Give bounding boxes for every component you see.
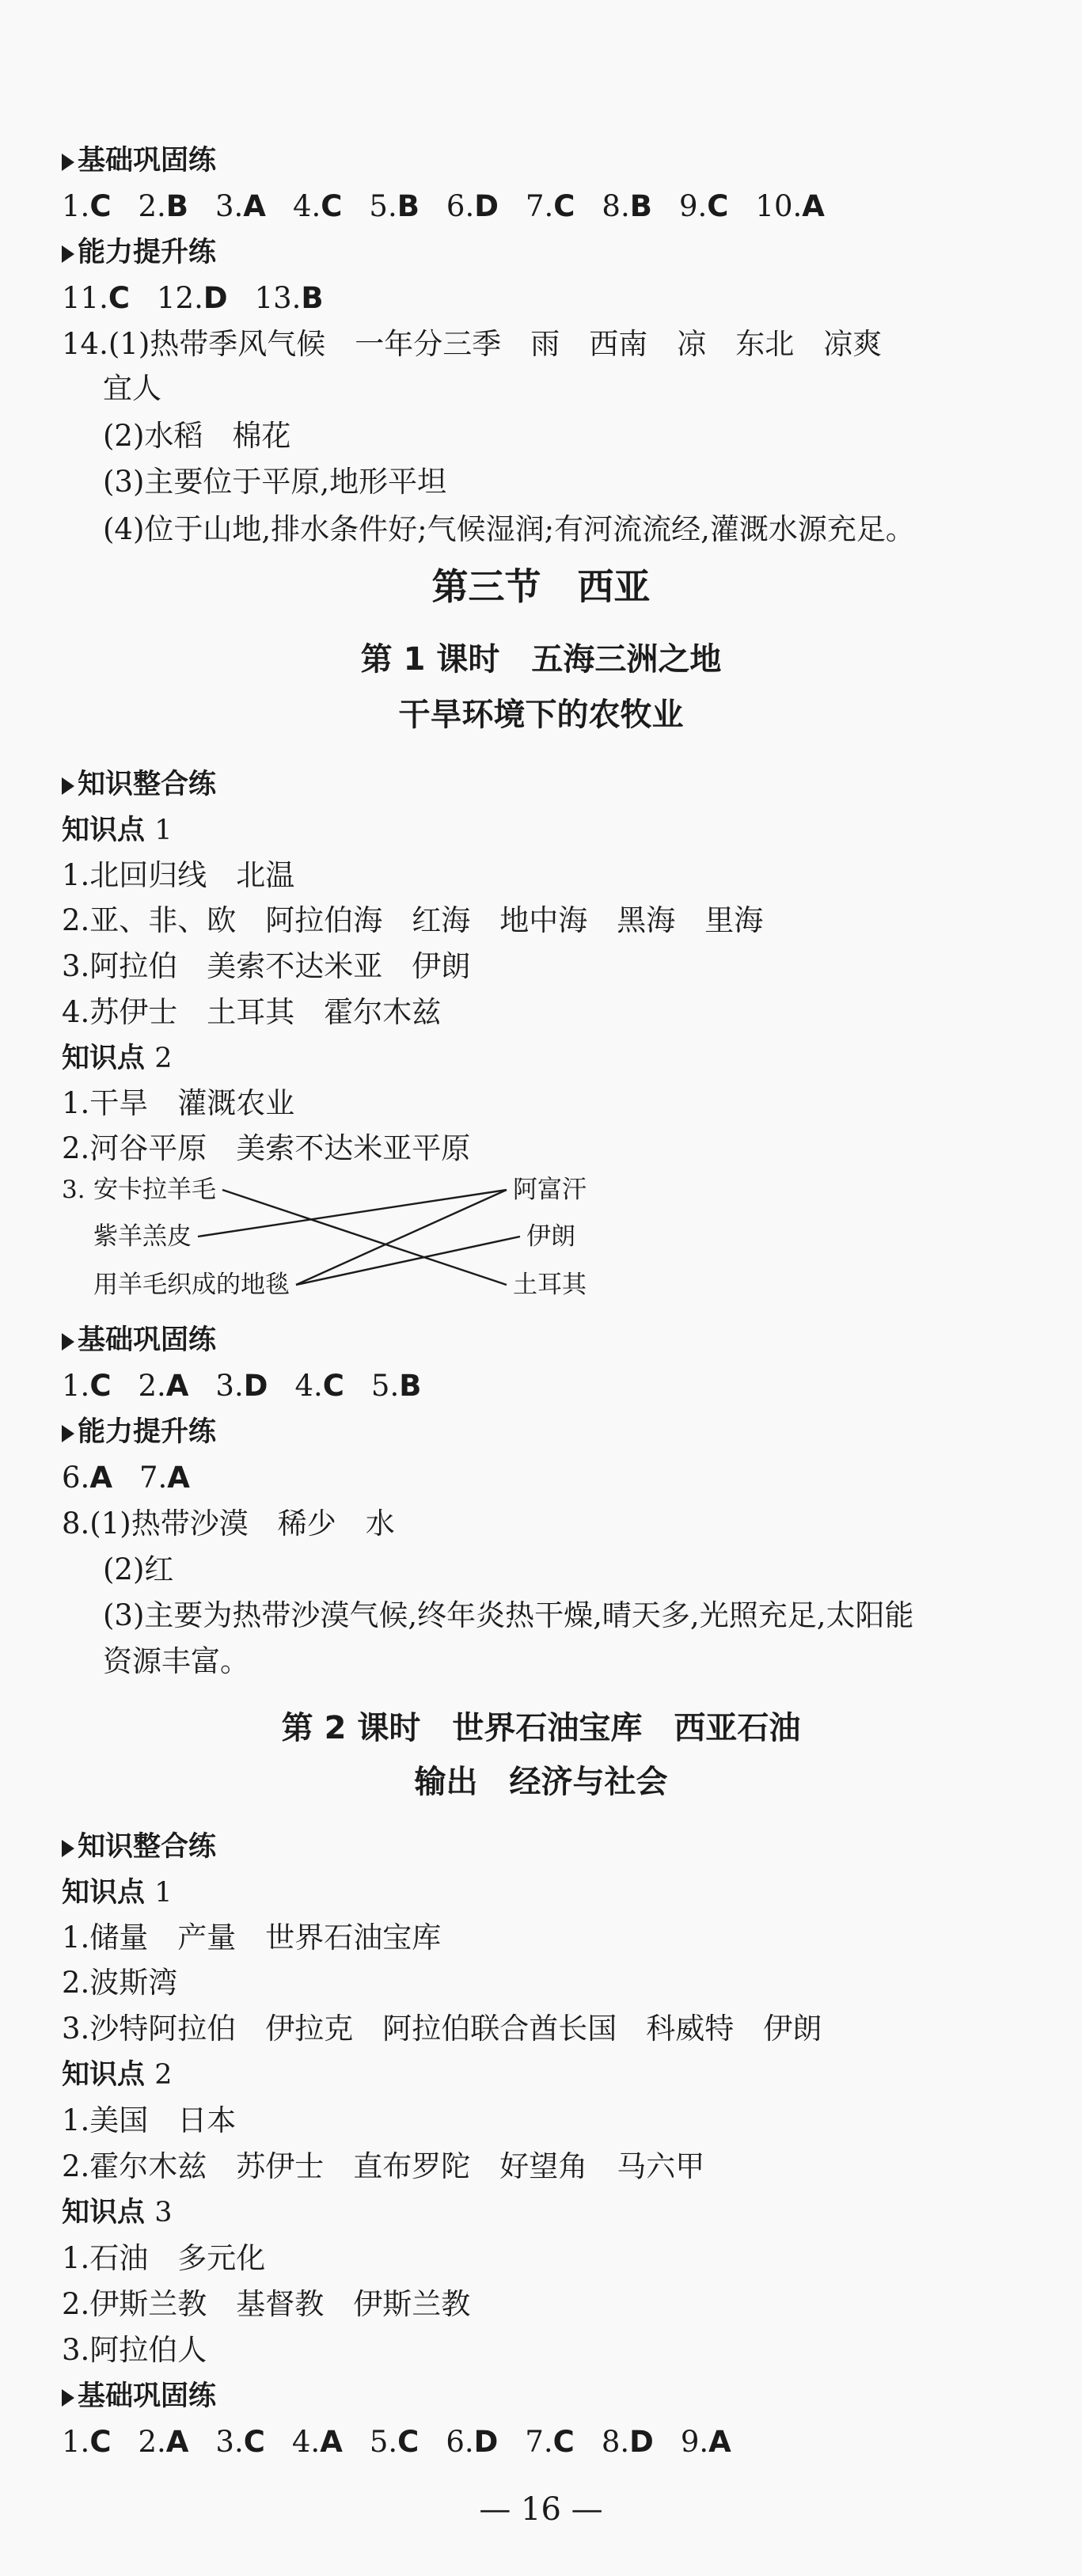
answer-choice: D — [203, 281, 228, 315]
answer-item — [446, 188, 499, 225]
lesson-1-subtitle: 干旱环境下的农牧业 — [398, 697, 684, 733]
knowledge-point-1: 知识点 1 — [62, 815, 173, 846]
knowledge-point-3: 知识点 3 — [62, 2197, 173, 2228]
lesson-2-subtitle: 输出 经济与社会 — [414, 1764, 668, 1800]
section-header-integrate-1: 知识整合练 — [62, 766, 216, 803]
list-item: 1.干旱 灌溉农业 — [62, 1086, 295, 1120]
answer-choice: A — [165, 1369, 189, 1403]
question-14-part-2: (2)水稻 棉花 — [103, 419, 291, 453]
section-title: 第三节 西亚 — [431, 565, 651, 608]
answer-number: 13. — [254, 281, 302, 315]
answer-number: 5. — [369, 2425, 398, 2459]
question-14-line: 14.(1)热带季风气候 一年分三季 雨 西南 凉 东北 凉爽 — [62, 327, 883, 361]
list-item: 1.石油 多元化 — [62, 2241, 266, 2275]
answer-number: 3. — [215, 1369, 244, 1403]
answer-number: 7. — [525, 2425, 553, 2459]
answer-item — [294, 1368, 344, 1404]
answer-item — [526, 188, 575, 225]
section-header-basic-2: 基础巩固练 — [62, 1322, 216, 1358]
section-header-integrate-2: 知识整合练 — [62, 1829, 216, 1865]
answer-item — [370, 2424, 419, 2460]
triangle-bullet-icon — [62, 1840, 74, 1857]
list-item: 3.沙特阿拉伯 伊拉克 阿拉伯联合酋长国 科威特 伊朗 — [62, 2012, 822, 2046]
question-14-continuation: 宜人 — [103, 371, 161, 405]
question-8-continuation: 资源丰富。 — [103, 1644, 249, 1678]
triangle-bullet-icon — [62, 777, 74, 795]
answer-number: 2. — [138, 189, 166, 223]
answer-number: 1. — [62, 2425, 90, 2459]
list-item: 4.苏伊士 土耳其 霍尔木兹 — [62, 995, 442, 1029]
answer-item — [292, 2424, 343, 2460]
answer-choice: A — [89, 1461, 112, 1495]
knowledge-point-2: 知识点 2 — [62, 2059, 173, 2091]
answer-item — [755, 188, 824, 225]
answer-item — [293, 188, 342, 225]
answer-number: 8. — [602, 189, 630, 223]
answer-item — [62, 188, 111, 225]
answer-choice: C — [553, 189, 575, 223]
list-item: 2.河谷平原 美索不达米亚平原 — [62, 1131, 471, 1165]
answer-item — [215, 188, 266, 225]
knowledge-point-1: 知识点 1 — [62, 1877, 173, 1909]
matching-right-item: 土耳其 — [513, 1271, 587, 1299]
answer-choice: B — [629, 189, 652, 223]
answer-item — [255, 280, 324, 317]
answer-number: 2. — [138, 2425, 166, 2459]
answer-item — [681, 2424, 731, 2460]
answer-choice: A — [802, 189, 825, 223]
answer-choice: C — [89, 1369, 112, 1403]
answer-row — [62, 2424, 731, 2460]
answer-number: 12. — [157, 281, 203, 315]
answer-choice: C — [89, 189, 112, 223]
list-item: 3.阿拉伯 美索不达米亚 伊朗 — [62, 949, 471, 983]
answer-choice: A — [167, 1461, 190, 1495]
answer-number: 6. — [446, 2425, 474, 2459]
answer-item — [679, 188, 728, 225]
answer-choice: C — [108, 281, 130, 315]
answer-number: 9. — [678, 189, 708, 223]
answer-choice: C — [322, 1369, 344, 1403]
list-item: 2.霍尔木兹 苏伊士 直布罗陀 好望角 马六甲 — [62, 2149, 705, 2183]
answer-number: 4. — [291, 2425, 321, 2459]
answer-number: 2. — [138, 1369, 166, 1403]
answer-choice: B — [397, 189, 420, 223]
answer-number: 3. — [215, 2425, 244, 2459]
triangle-bullet-icon — [62, 154, 74, 171]
list-item: 1.北回归线 北温 — [62, 858, 295, 892]
answer-item — [62, 2424, 111, 2460]
answer-number: 7. — [525, 189, 554, 223]
answer-item — [138, 1368, 188, 1404]
question-8-part-2: (2)红 — [103, 1552, 174, 1586]
answer-number: 1. — [62, 189, 90, 223]
question-14-part-3: (3)主要位于平原,地形平坦 — [103, 465, 447, 499]
answer-row — [62, 188, 825, 225]
answer-number: 3. — [215, 189, 244, 223]
list-item: 2.亚、非、欧 阿拉伯海 红海 地中海 黑海 里海 — [62, 903, 764, 937]
answer-choice: C — [397, 2425, 420, 2459]
answer-number: 4. — [294, 1369, 323, 1403]
list-item: 2.波斯湾 — [62, 1966, 178, 2000]
matching-left-item: 紫羊羔皮 — [93, 1222, 192, 1251]
answer-choice: C — [552, 2425, 575, 2459]
answer-choice: B — [399, 1369, 422, 1403]
list-item: 1.储量 产量 世界石油宝库 — [62, 1921, 442, 1955]
section-header-basic-1: 基础巩固练 — [62, 142, 216, 179]
answer-number: 11. — [62, 281, 108, 315]
answer-item — [138, 188, 188, 225]
matching-left-item: 安卡拉羊毛 — [93, 1176, 216, 1204]
list-item: 1.美国 日本 — [62, 2103, 237, 2137]
question-8-part-3: (3)主要为热带沙漠气候,终年炎热干燥,晴天多,光照充足,太阳能 — [103, 1598, 914, 1632]
answer-number: 4. — [292, 189, 321, 223]
section-header-ability-2: 能力提升练 — [62, 1414, 216, 1450]
triangle-bullet-icon — [62, 1333, 74, 1351]
page-number: — 16 — — [479, 2491, 603, 2528]
answer-choice: A — [165, 2425, 189, 2459]
answer-choice: A — [320, 2425, 343, 2459]
matching-number: 3. — [62, 1176, 85, 1204]
question-8-line: 8.(1)热带沙漠 稀少 水 — [62, 1506, 395, 1541]
lesson-2-title: 第 2 课时 世界石油宝库 西亚石油 — [281, 1710, 801, 1746]
answer-item — [215, 2424, 264, 2460]
answer-number: 8. — [601, 2425, 630, 2459]
triangle-bullet-icon — [62, 245, 74, 263]
list-item: 2.伊斯兰教 基督教 伊斯兰教 — [62, 2287, 471, 2321]
answer-choice: B — [165, 189, 188, 223]
section-header-ability-1: 能力提升练 — [62, 234, 216, 271]
answer-number: 7. — [139, 1461, 168, 1495]
answer-item — [139, 1460, 190, 1496]
answer-item — [215, 1368, 268, 1404]
triangle-bullet-icon — [62, 1425, 74, 1442]
answer-number: 9. — [680, 2425, 709, 2459]
answer-row — [62, 280, 324, 317]
answer-item — [62, 1460, 112, 1496]
section-header-basic-3: 基础巩固练 — [62, 2378, 216, 2415]
answer-row — [62, 1368, 421, 1404]
answer-choice: D — [474, 189, 499, 223]
lesson-1-title: 第 1 课时 五海三洲之地 — [360, 641, 722, 678]
question-14-part-4: (4)位于山地,排水条件好;气候湿润;有河流流经,灌溉水源充足。 — [103, 512, 915, 546]
answer-choice: D — [243, 1369, 268, 1403]
answer-item — [602, 188, 652, 225]
answer-item — [157, 280, 228, 317]
answer-choice: D — [473, 2425, 499, 2459]
answer-item — [138, 2424, 188, 2460]
answer-number: 10. — [755, 189, 803, 223]
matching-right-item: 伊朗 — [526, 1222, 575, 1251]
answer-row — [62, 1460, 190, 1496]
answer-item — [525, 2424, 574, 2460]
matching-right-item: 阿富汗 — [513, 1176, 587, 1204]
answer-number: 6. — [62, 1461, 90, 1495]
answer-item — [446, 2424, 498, 2460]
answer-number: 1. — [62, 1369, 90, 1403]
answer-item — [62, 280, 130, 317]
answer-choice: B — [301, 281, 324, 315]
answer-choice: A — [708, 2425, 731, 2459]
answer-number: 5. — [369, 189, 397, 223]
triangle-bullet-icon — [62, 2389, 74, 2407]
knowledge-point-2: 知识点 2 — [62, 1043, 173, 1074]
answer-item — [369, 188, 420, 225]
answer-choice: D — [629, 2425, 654, 2459]
matching-line — [296, 1190, 507, 1285]
answer-number: 6. — [446, 189, 475, 223]
answer-choice: C — [707, 189, 729, 223]
answer-choice: A — [243, 189, 266, 223]
answer-item — [602, 2424, 654, 2460]
answer-item — [62, 1368, 111, 1404]
matching-left-item: 用羊毛织成的地毯 — [93, 1271, 290, 1299]
answer-choice: C — [243, 2425, 265, 2459]
answer-choice: C — [89, 2425, 112, 2459]
answer-item — [371, 1368, 422, 1404]
matching-diagram — [0, 1164, 1082, 1322]
answer-number: 5. — [370, 1369, 400, 1403]
answer-choice: C — [321, 189, 343, 223]
list-item: 3.阿拉伯人 — [62, 2333, 207, 2367]
